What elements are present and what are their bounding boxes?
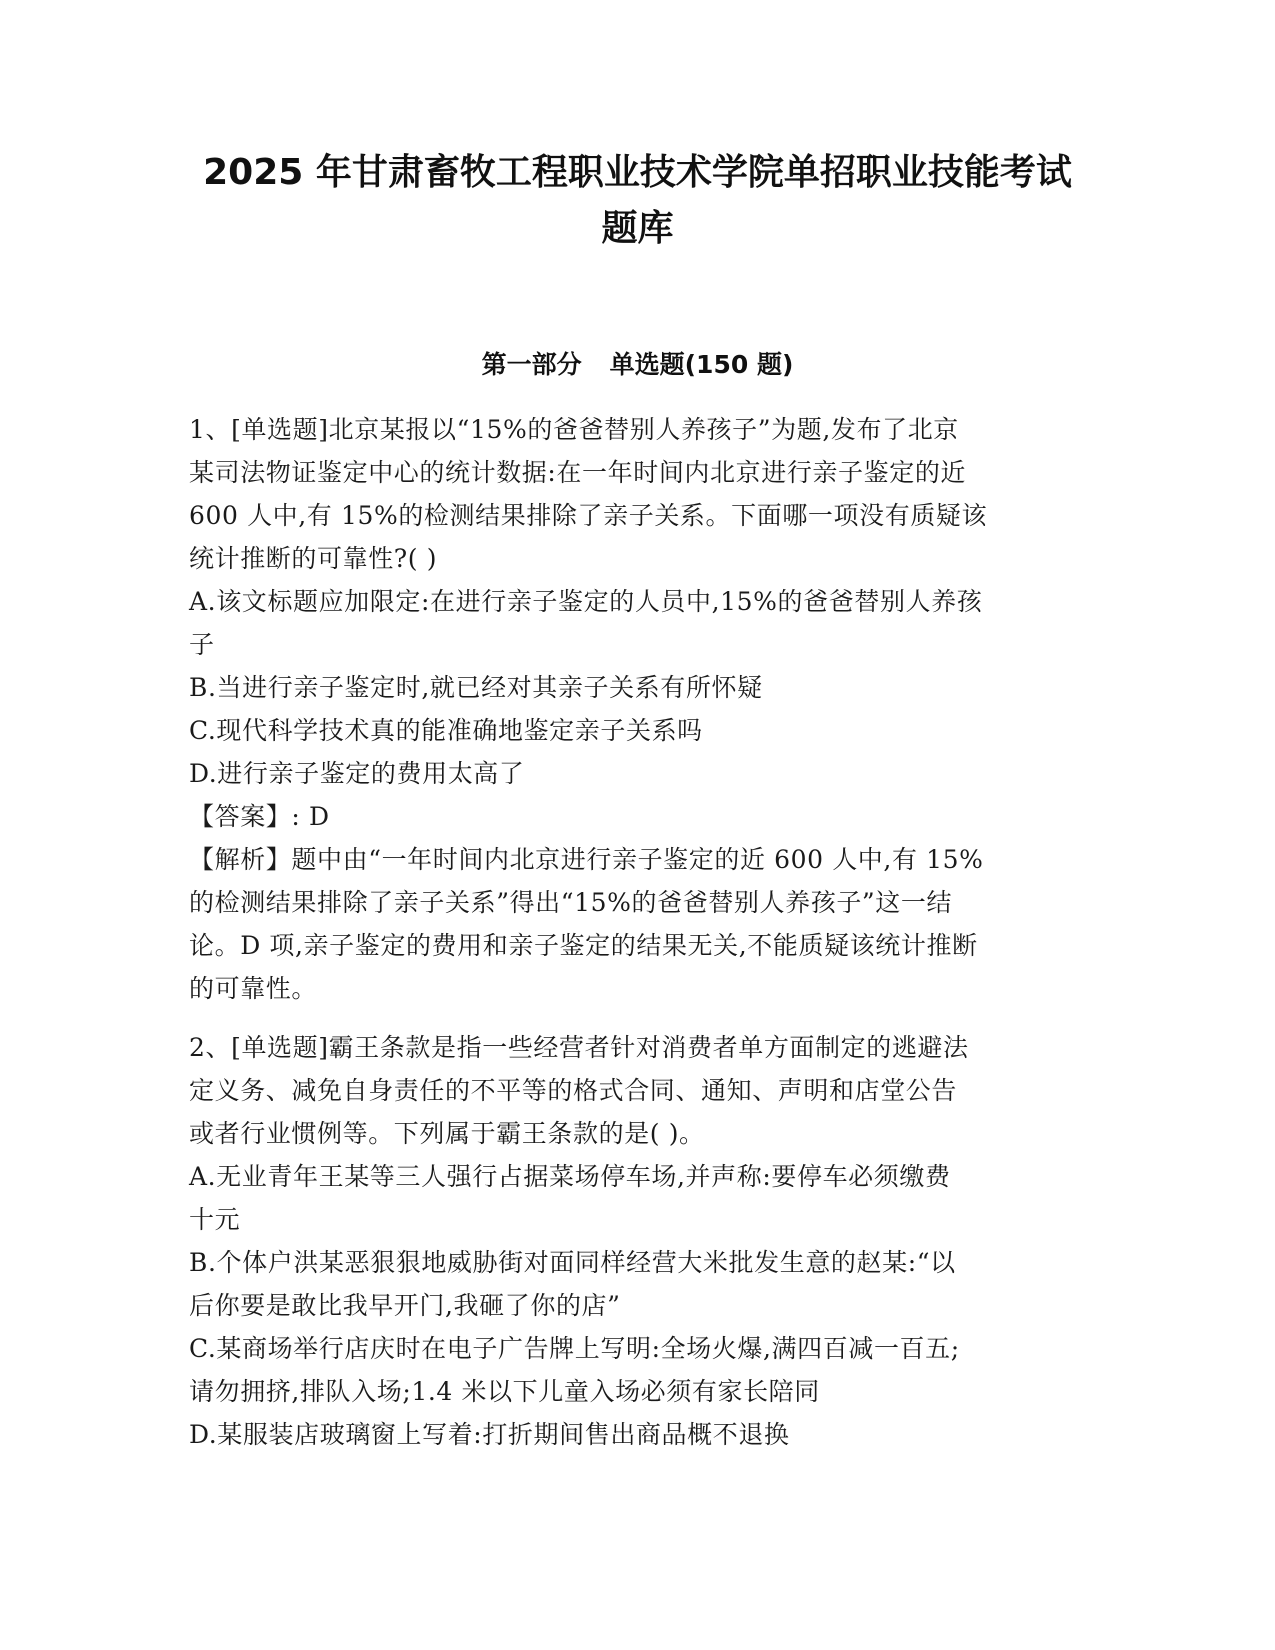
question-options bbox=[189, 580, 1079, 795]
option-d: D.进行亲子鉴定的费用太高了 bbox=[189, 759, 525, 788]
question-stem-line: 2、[单选题]霸王条款是指一些经营者针对消费者单方面制定的逃避法 bbox=[189, 1033, 969, 1062]
question-stem-line: 600 人中,有 15%的检测结果排除了亲子关系。下面哪一项没有质疑该 bbox=[189, 501, 988, 530]
section-heading bbox=[140, 348, 1135, 382]
analysis-block bbox=[189, 838, 1079, 1010]
option-a: A.该文标题应加限定:在进行亲子鉴定的人员中,15%的爸爸替别人养孩 bbox=[189, 587, 983, 616]
section-title: 单选题(150 题) bbox=[609, 350, 794, 379]
question-stem-line: 或者行业惯例等。下列属于霸王条款的是( )。 bbox=[189, 1119, 705, 1148]
question-stem-line: 统计推断的可靠性?( ) bbox=[189, 544, 438, 573]
option-a-continued: 子 bbox=[189, 630, 215, 659]
option-d: D.某服装店玻璃窗上写着:打折期间售出商品概不退换 bbox=[189, 1420, 790, 1449]
option-b: B.当进行亲子鉴定时,就已经对其亲子关系有所怀疑 bbox=[189, 673, 763, 702]
section-part-label: 第一部分 bbox=[481, 350, 582, 379]
option-a-continued: 十元 bbox=[189, 1205, 241, 1234]
question-stem-line: 1、[单选题]北京某报以“15%的爸爸替别人养孩子”为题,发布了北京 bbox=[189, 415, 959, 444]
option-b: B.个体户洪某恶狠狠地威胁街对面同样经营大米批发生意的赵某:“以 bbox=[189, 1248, 956, 1277]
option-a: A.无业青年王某等三人强行占据菜场停车场,并声称:要停车必须缴费 bbox=[189, 1162, 951, 1191]
question-item bbox=[189, 408, 1079, 1010]
analysis-line: 论。D 项,亲子鉴定的费用和亲子鉴定的结果无关,不能质疑该统计推断 bbox=[189, 931, 978, 960]
question-stem bbox=[189, 1026, 1079, 1155]
document-title bbox=[140, 145, 1135, 257]
question-item bbox=[189, 1026, 1079, 1456]
option-c-continued: 请勿拥挤,排队入场;1.4 米以下儿童入场必须有家长陪同 bbox=[189, 1377, 820, 1406]
question-separator bbox=[189, 1010, 1079, 1026]
document-title-line-1: 2025 年甘肃畜牧工程职业技术学院单招职业技能考试 bbox=[203, 152, 1072, 193]
analysis-line: 【解析】题中由“一年时间内北京进行亲子鉴定的近 600 人中,有 15% bbox=[189, 845, 984, 874]
question-stem-line: 某司法物证鉴定中心的统计数据:在一年时间内北京进行亲子鉴定的近 bbox=[189, 458, 967, 487]
option-c: C.某商场举行店庆时在电子广告牌上写明:全场火爆,满四百减一百五; bbox=[189, 1334, 960, 1363]
question-options bbox=[189, 1155, 1079, 1456]
question-stem-line: 定义务、减免自身责任的不平等的格式合同、通知、声明和店堂公告 bbox=[189, 1076, 958, 1105]
question-stem bbox=[189, 408, 1079, 580]
question-list bbox=[189, 408, 1079, 1456]
document-title-line-2: 题库 bbox=[601, 208, 674, 249]
answer-line: 【答案】: D bbox=[189, 802, 330, 831]
analysis-line: 的检测结果排除了亲子关系”得出“15%的爸爸替别人养孩子”这一结 bbox=[189, 888, 953, 917]
analysis-line: 的可靠性。 bbox=[189, 974, 318, 1003]
option-c: C.现代科学技术真的能准确地鉴定亲子关系吗 bbox=[189, 716, 703, 745]
option-b-continued: 后你要是敢比我早开门,我砸了你的店” bbox=[189, 1291, 621, 1320]
